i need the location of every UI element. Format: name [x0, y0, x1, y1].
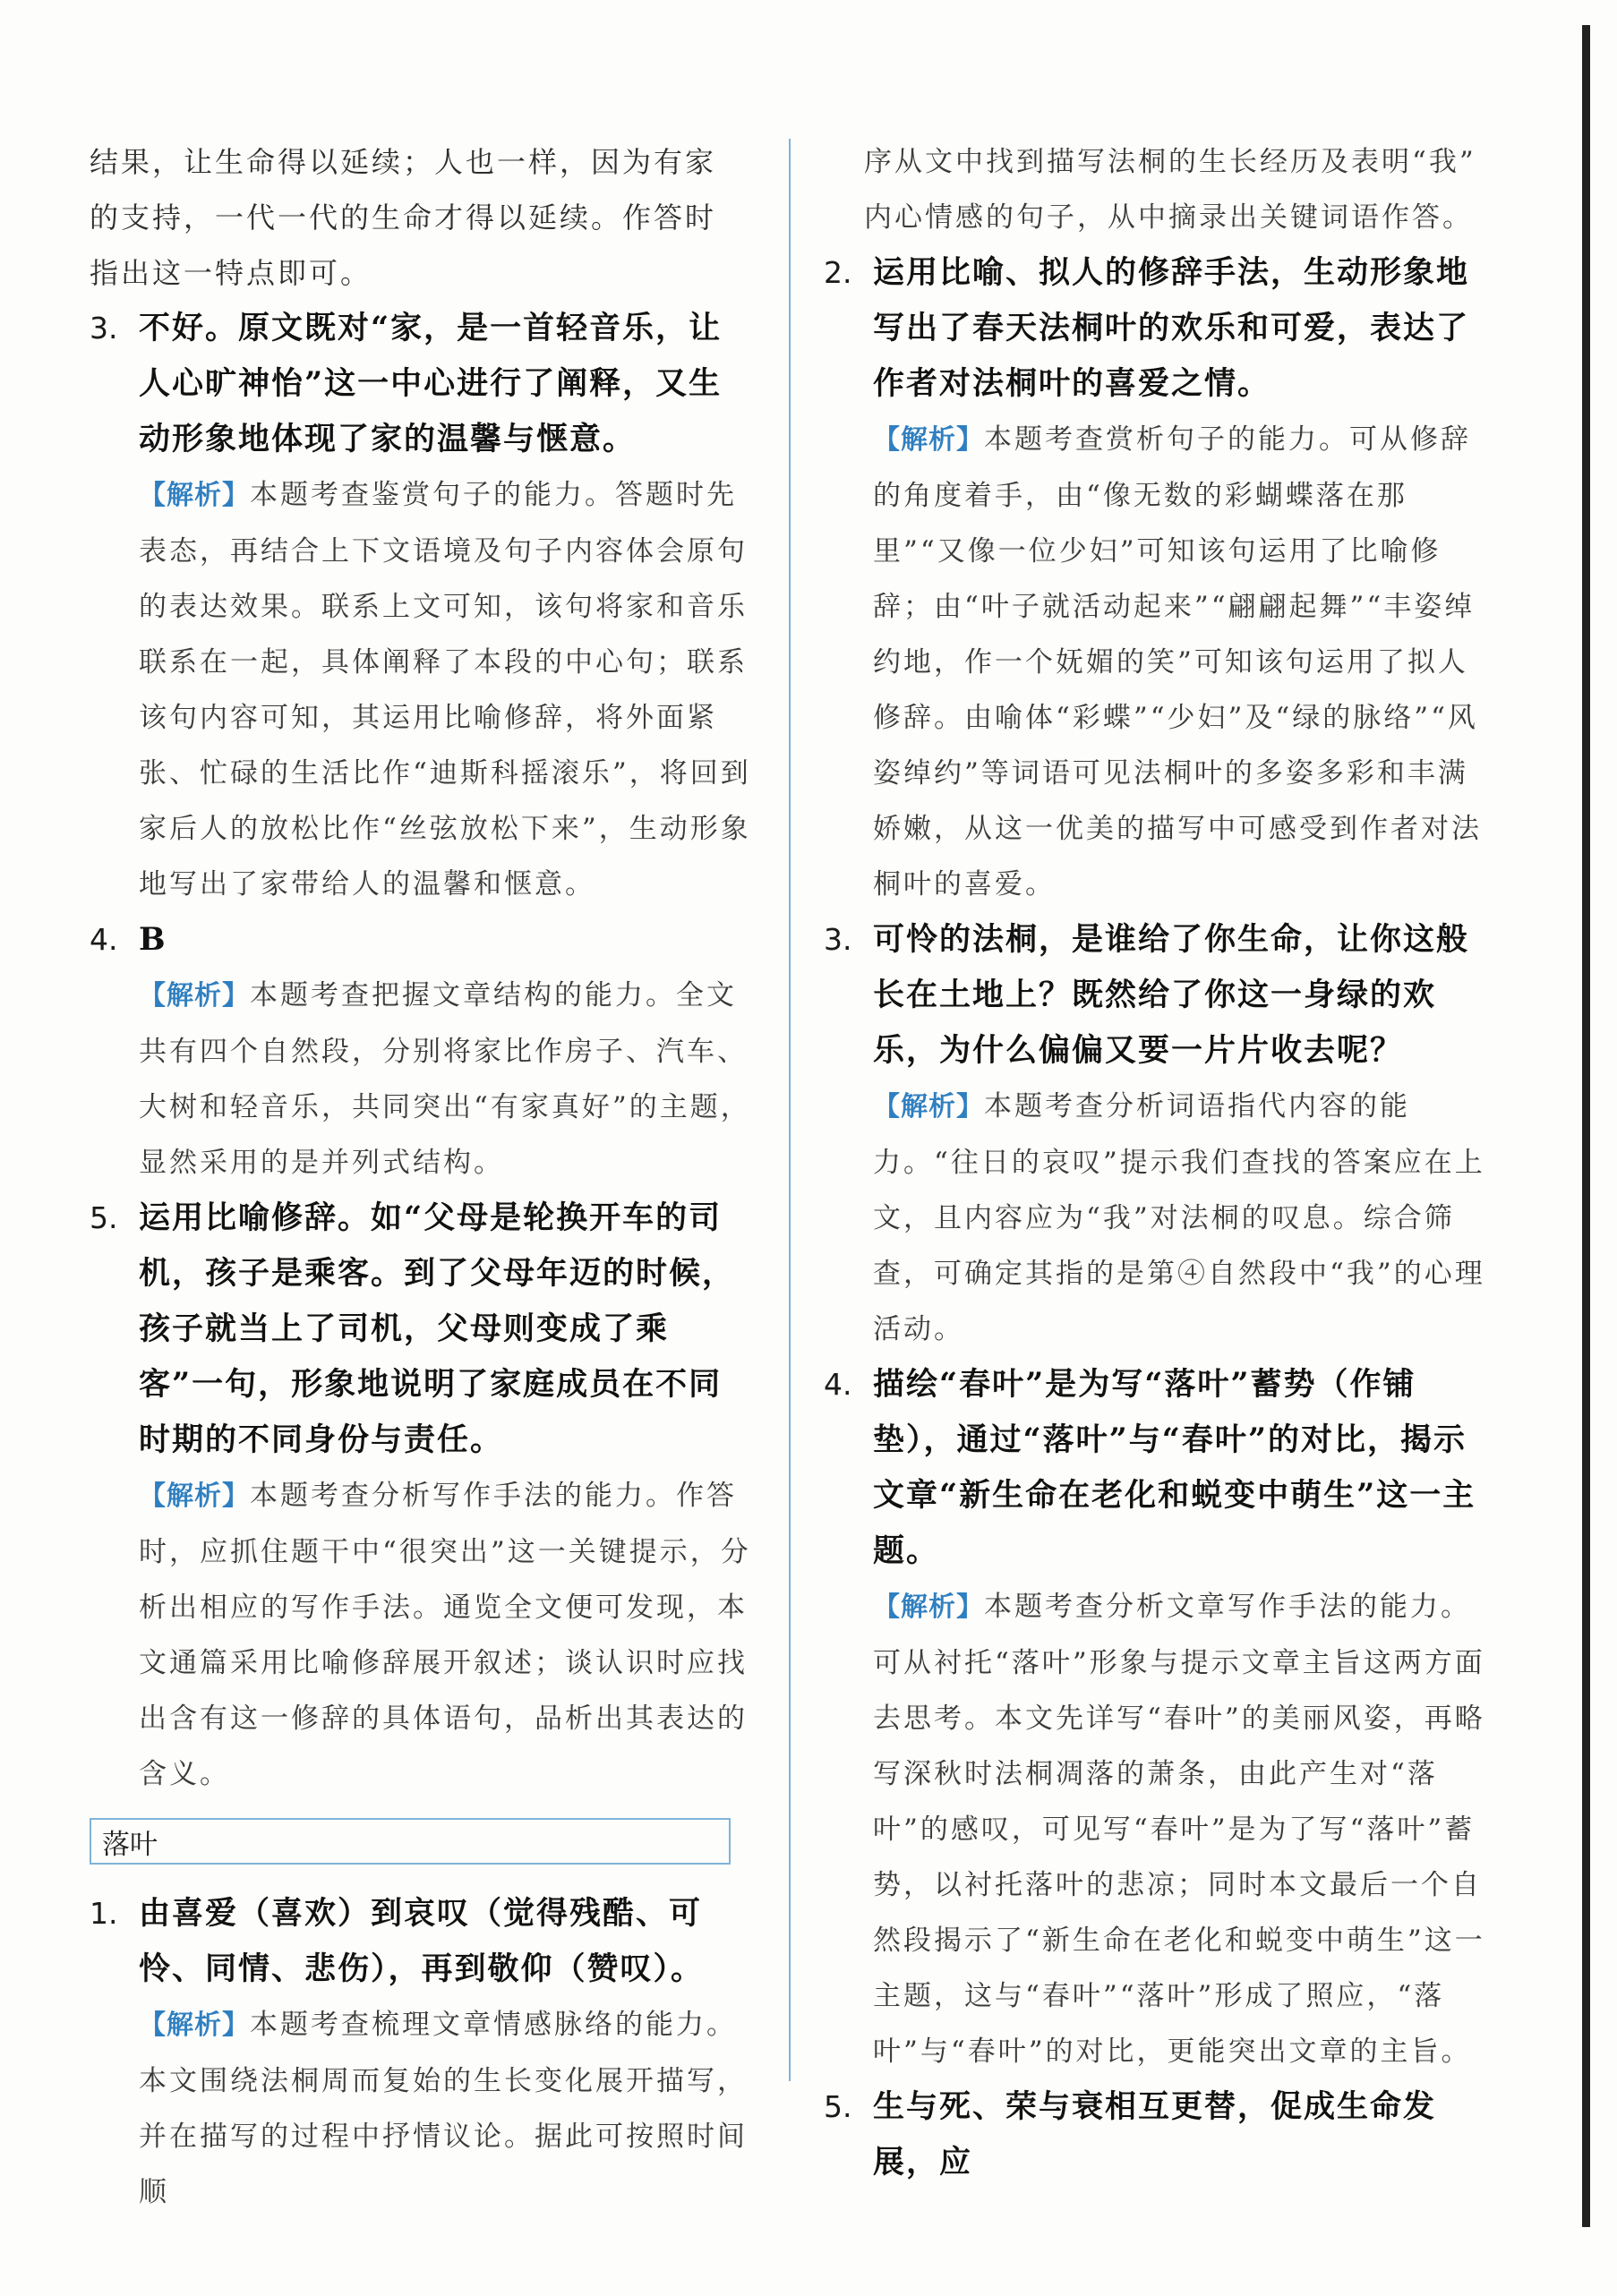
question-item: [90, 301, 752, 467]
analysis-tag: 【解析】: [873, 424, 984, 456]
answer-text: B: [139, 921, 167, 958]
question-number: 2.: [824, 255, 852, 290]
analysis-text: 本题考查赏析句子的能力。可从修辞的角度着手，由“像无数的彩蝴蝶落在那里”“又像一位少妇”可知该句运用了比喻修辞；由“叶子就活动起来”“翩翩起舞”“丰姿绰约地，作一个妩媚的笑”可知该句运用了拟人修辞。由喻体“彩蝶”“少妇”及“绿的脉络”“风姿绰约”等词语可见法桐叶的多姿多彩和丰满娇嫩，从这一优美的描写中可感受到作者对法桐叶的喜爱。: [873, 423, 1482, 900]
analysis-paragraph: [873, 412, 1495, 912]
question-number: 3.: [90, 311, 118, 346]
analysis-paragraph: [873, 1579, 1495, 2079]
answer-text: 由喜爱（喜欢）到哀叹（觉得残酷、可怜、同情、悲伤），再到敬仰（赞叹）。: [139, 1895, 705, 1987]
analysis-tag: 【解析】: [139, 980, 250, 1011]
answer-text: 描绘“春叶”是为写“落叶”蓄势（作铺垫），通过“落叶”与“春叶”的对比，揭示文章“新生命在老化和蜕变中萌生”这一主题。: [873, 1366, 1476, 1569]
right-intro-line-1: 序从文中找到描写法桐的生长经历及表明“我”: [864, 146, 1476, 178]
analysis-tag: 【解析】: [139, 480, 250, 511]
left-intro-line-1: 结果，让生命得以延续；人也一样，因为有家: [90, 145, 717, 179]
question-item: [90, 912, 752, 968]
analysis-paragraph: [139, 968, 752, 1191]
left-intro-line-2: 的支持，一代一代的生命才得以延续。作答时: [90, 201, 717, 235]
analysis-text: 本题考查分析词语指代内容的能力。“往日的哀叹”提示我们查找的答案应在上文，且内容应为“我”对法桐的叹息。综合筛查，可确定其指的是第④自然段中“我”的心理活动。: [873, 1090, 1485, 1345]
question-number: 4.: [90, 922, 118, 957]
answer-text: 运用比喻修辞。如“父母是轮换开车的司机，孩子是乘客。到了父母年迈的时候，孩子就当上了司机，父母则变成了乘客”一句，形象地说明了家庭成员在不同时期的不同身份与责任。: [139, 1199, 736, 1458]
analysis-text: 本题考查把握文章结构的能力。全文共有四个自然段，分别将家比作房子、汽车、大树和轻音乐，共同突出“有家真好”的主题，显然采用的是并列式结构。: [139, 979, 751, 1179]
analysis-text: 本题考查梳理文章情感脉络的能力。本文围绕法桐周而复始的生长变化展开描写，并在描写的过程中抒情议论。据此可按照时间顺: [139, 2009, 748, 2208]
answer-text: 不好。原文既对“家，是一首轻音乐，让人心旷神怡”这一中心进行了阐释，又生动形象地体现了家的温馨与惬意。: [139, 310, 723, 457]
section-title: 落叶: [102, 1828, 158, 1861]
answer-text: 运用比喻、拟人的修辞手法，生动形象地写出了春天法桐叶的欢乐和可爱，表达了作者对法桐叶的喜爱之情。: [873, 254, 1470, 402]
question-number: 5.: [90, 1200, 118, 1235]
analysis-tag: 【解析】: [139, 2010, 250, 2041]
analysis-paragraph: [873, 1079, 1495, 1357]
question-number: 3.: [824, 922, 852, 957]
analysis-text: 本题考查分析写作手法的能力。作答时，应抓住题干中“很突出”这一关键提示，分析出相应的写作手法。通览全文便可发现，本文通篇采用比喻修辞展开叙述；谈认识时应找出含有这一修辞的具体语句，品析出其表达的含义。: [139, 1480, 751, 1790]
question-number: 5.: [824, 2089, 852, 2124]
question-item: [824, 245, 1495, 412]
question-item: [824, 912, 1495, 1079]
analysis-tag: 【解析】: [873, 1592, 984, 1623]
analysis-paragraph: [139, 467, 752, 912]
question-item: [824, 2079, 1495, 2190]
question-item: [90, 1191, 752, 1468]
answer-text: 生与死、荣与衰相互更替，促成生命发展，应: [873, 2088, 1437, 2181]
question-number: 1.: [90, 1896, 118, 1931]
right-column: [824, 134, 1495, 2190]
analysis-text: 本题考查分析文章写作手法的能力。可从衬托“落叶”形象与提示文章主旨这两方面去思考。本文先详写“春叶”的美丽风姿，再略写深秋时法桐凋落的萧条，由此产生对“落叶”的感叹，可见写“春叶”是为了写“落叶”蓄势，以衬托落叶的悲凉；同时本文最后一个自然段揭示了“新生命在老化和蜕变中萌生”这一主题，这与“春叶”“落叶”形成了照应，“落叶”与“春叶”的对比，更能突出文章的主旨。: [873, 1591, 1485, 2068]
analysis-paragraph: [139, 1997, 752, 2220]
analysis-paragraph: [139, 1468, 752, 1802]
left-column: [90, 134, 752, 2220]
page-edge-shadow: [1582, 25, 1590, 2227]
question-item: [90, 1886, 752, 1997]
answer-text: 可怜的法桐，是谁给了你生命，让你这般长在土地上？既然给了你这一身绿的欢乐，为什么偏偏又要一片片收去呢？: [873, 921, 1470, 1069]
analysis-tag: 【解析】: [139, 1481, 250, 1512]
section-title-box: [90, 1818, 731, 1865]
question-number: 4.: [824, 1367, 852, 1402]
right-intro-line-2: 内心情感的句子，从中摘录出关键词语作答。: [864, 201, 1473, 234]
column-divider: [789, 139, 791, 2081]
left-intro-line-3: 指出这一特点即可。: [90, 256, 372, 290]
question-item: [824, 1357, 1495, 1579]
analysis-tag: 【解析】: [873, 1091, 984, 1122]
analysis-text: 本题考查鉴赏句子的能力。答题时先表态，再结合上下文语境及句子内容体会原句的表达效果。联系上文可知，该句将家和音乐联系在一起，具体阐释了本段的中心句；联系该句内容可知，其运用比喻修辞，将外面紧张、忙碌的生活比作“迪斯科摇滚乐”，将回到家后人的放松比作“丝弦放松下来”，生动形象地写出了家带给人的温馨和惬意。: [139, 479, 751, 900]
